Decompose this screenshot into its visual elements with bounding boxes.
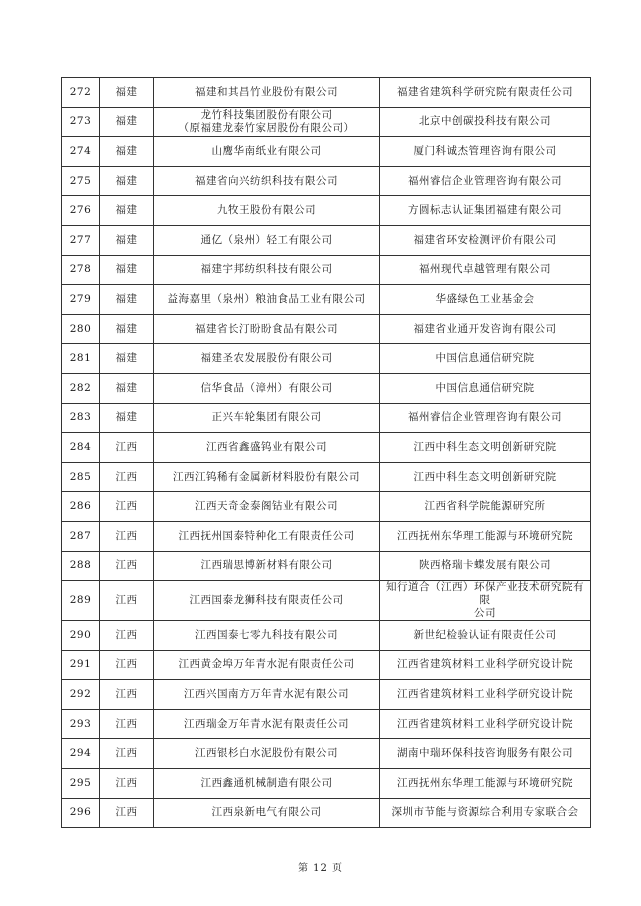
company-name-line: 益海嘉里（泉州）粮油食品工业有限公司	[167, 292, 366, 305]
row-number-cell: 282	[62, 373, 100, 403]
company-name-line: 福建宇邦纺织科技有限公司	[200, 263, 333, 276]
organization-line: 公司	[474, 607, 496, 620]
table-row	[62, 166, 591, 196]
table-row	[62, 621, 591, 651]
company-name-cell	[154, 769, 380, 799]
company-name-line: 江西瑞思博新材料有限公司	[200, 559, 333, 572]
company-name-cell	[154, 581, 380, 621]
province-cell: 福建	[100, 225, 154, 255]
row-number-cell: 272	[62, 78, 100, 108]
province-cell: 江西	[100, 433, 154, 463]
row-number-cell: 291	[62, 650, 100, 680]
company-name-cell	[154, 78, 380, 108]
row-number-cell: 289	[62, 581, 100, 621]
row-number-cell: 274	[62, 137, 100, 167]
company-name-line: 江西国泰龙狮科技有限责任公司	[189, 594, 344, 607]
table-row	[62, 344, 591, 374]
province-cell: 福建	[100, 314, 154, 344]
table-row	[62, 798, 591, 828]
company-name-line: 江西国泰七零九科技有限公司	[195, 628, 338, 641]
province-cell: 江西	[100, 650, 154, 680]
company-name-line: 江西瑞金万年青水泥有限责任公司	[184, 717, 349, 730]
company-name-line: 龙竹科技集团股份有限公司	[200, 108, 333, 121]
organization-line: 福建省业通开发咨询有限公司	[413, 322, 557, 335]
row-number-cell: 286	[62, 492, 100, 522]
company-name-line: 江西鑫通机械制造有限公司	[200, 776, 333, 789]
organization-cell	[380, 137, 591, 167]
company-name-line: 信华食品（漳州）有限公司	[200, 381, 333, 394]
company-name-cell	[154, 798, 380, 828]
organization-line: 北京中创碳投科技有限公司	[419, 115, 551, 128]
company-name-cell	[154, 551, 380, 581]
organization-cell	[380, 78, 591, 108]
company-name-cell	[154, 403, 380, 433]
table-row	[62, 462, 591, 492]
organization-cell	[380, 433, 591, 463]
company-name-cell	[154, 680, 380, 710]
table-row	[62, 403, 591, 433]
organization-line: 湖南中瑞环保科技咨询服务有限公司	[397, 747, 573, 760]
company-name-line: 通亿（泉州）轻工有限公司	[200, 233, 333, 246]
organization-cell	[380, 403, 591, 433]
table-row	[62, 521, 591, 551]
company-name-line: 福建省向兴纺织科技有限公司	[195, 174, 338, 187]
province-cell: 江西	[100, 769, 154, 799]
organization-cell	[380, 225, 591, 255]
organization-line: 陕西格瑞卡蝶发展有限公司	[419, 559, 551, 572]
organization-cell	[380, 285, 591, 315]
province-cell: 江西	[100, 581, 154, 621]
company-name-line: 江西抚州国泰特种化工有限责任公司	[178, 529, 355, 542]
table-row	[62, 255, 591, 285]
company-name-line: 九牧王股份有限公司	[217, 204, 316, 217]
organization-cell	[380, 255, 591, 285]
organization-line: 江西省科学院能源研究所	[424, 500, 546, 513]
organization-line: 福州睿信企业管理咨询有限公司	[408, 174, 562, 187]
company-name-line: 江西天奇金泰阁钴业有限公司	[195, 500, 338, 513]
organization-line: 江西省建筑材料工业科学研究设计院	[397, 717, 573, 730]
province-cell: 江西	[100, 462, 154, 492]
organization-cell	[380, 650, 591, 680]
row-number-cell: 292	[62, 680, 100, 710]
row-number-cell: 273	[62, 107, 100, 137]
company-name-cell	[154, 255, 380, 285]
organization-cell	[380, 581, 591, 621]
organization-cell	[380, 709, 591, 739]
organization-line: 江西抚州东华理工能源与环境研究院	[397, 776, 573, 789]
organization-cell	[380, 344, 591, 374]
table-row	[62, 137, 591, 167]
row-number-cell: 293	[62, 709, 100, 739]
row-number-cell: 281	[62, 344, 100, 374]
company-list-table	[61, 77, 591, 828]
company-name-cell	[154, 521, 380, 551]
company-name-line: 江西黄金埠万年青水泥有限责任公司	[178, 658, 355, 671]
row-number-cell: 287	[62, 521, 100, 551]
province-cell: 福建	[100, 196, 154, 226]
row-number-cell: 290	[62, 621, 100, 651]
organization-cell	[380, 621, 591, 651]
province-cell: 福建	[100, 255, 154, 285]
table-row	[62, 314, 591, 344]
province-cell: 福建	[100, 137, 154, 167]
organization-cell	[380, 739, 591, 769]
organization-line: 知行道合（江西）环保产业技术研究院有限	[386, 581, 584, 607]
company-name-cell	[154, 107, 380, 137]
company-name-cell	[154, 137, 380, 167]
organization-line: 中国信息通信研究院	[435, 352, 535, 365]
organization-cell	[380, 798, 591, 828]
company-name-cell	[154, 314, 380, 344]
province-cell: 福建	[100, 166, 154, 196]
province-cell: 江西	[100, 621, 154, 651]
row-number-cell: 277	[62, 225, 100, 255]
company-name-cell	[154, 344, 380, 374]
organization-line: 方圆标志认证集团福建有限公司	[408, 204, 562, 217]
organization-line: 江西抚州东华理工能源与环境研究院	[397, 529, 573, 542]
organization-line: 新世纪检验认证有限责任公司	[413, 628, 557, 641]
table-row	[62, 285, 591, 315]
row-number-cell: 276	[62, 196, 100, 226]
province-cell: 福建	[100, 403, 154, 433]
organization-line: 福州现代卓越管理有限公司	[419, 263, 551, 276]
row-number-cell: 278	[62, 255, 100, 285]
organization-line: 江西省建筑材料工业科学研究设计院	[397, 658, 573, 671]
row-number-cell: 275	[62, 166, 100, 196]
company-name-cell	[154, 650, 380, 680]
organization-line: 江西省建筑材料工业科学研究设计院	[397, 688, 573, 701]
table-row	[62, 196, 591, 226]
company-name-cell	[154, 709, 380, 739]
organization-cell	[380, 166, 591, 196]
table-row	[62, 709, 591, 739]
company-name-cell	[154, 433, 380, 463]
company-name-line: （原福建龙泰竹家居股份有限公司）	[178, 121, 355, 134]
company-name-cell	[154, 285, 380, 315]
province-cell: 福建	[100, 78, 154, 108]
table-row	[62, 650, 591, 680]
organization-cell	[380, 314, 591, 344]
organization-cell	[380, 551, 591, 581]
province-cell: 福建	[100, 373, 154, 403]
page-number: 第 12 页	[297, 863, 344, 874]
company-name-line: 江西银杉白水泥股份有限公司	[195, 747, 338, 760]
company-name-line: 正兴车轮集团有限公司	[211, 411, 322, 424]
row-number-cell: 285	[62, 462, 100, 492]
organization-line: 江西中科生态文明创新研究院	[413, 470, 557, 483]
province-cell: 江西	[100, 739, 154, 769]
organization-cell	[380, 373, 591, 403]
table-row	[62, 581, 591, 621]
table-row	[62, 225, 591, 255]
company-name-line: 江西省鑫盛钨业有限公司	[206, 440, 327, 453]
company-name-cell	[154, 166, 380, 196]
row-number-cell: 284	[62, 433, 100, 463]
company-name-cell	[154, 621, 380, 651]
row-number-cell: 283	[62, 403, 100, 433]
table-row	[62, 107, 591, 137]
row-number-cell: 294	[62, 739, 100, 769]
company-name-line: 福建省长汀盼盼食品有限公司	[195, 322, 338, 335]
organization-cell	[380, 107, 591, 137]
organization-line: 华盛绿色工业基金会	[435, 292, 535, 305]
province-cell: 江西	[100, 798, 154, 828]
company-name-cell	[154, 739, 380, 769]
company-name-cell	[154, 462, 380, 492]
province-cell: 江西	[100, 551, 154, 581]
table-row	[62, 769, 591, 799]
organization-line: 福州睿信企业管理咨询有限公司	[408, 411, 562, 424]
organization-line: 福建省建筑科学研究院有限责任公司	[397, 85, 573, 98]
table-row	[62, 78, 591, 108]
company-name-line: 山鹰华南纸业有限公司	[211, 144, 322, 157]
organization-cell	[380, 196, 591, 226]
province-cell: 福建	[100, 344, 154, 374]
organization-line: 福建省环安检测评价有限公司	[413, 233, 557, 246]
company-name-cell	[154, 196, 380, 226]
organization-cell	[380, 680, 591, 710]
organization-cell	[380, 492, 591, 522]
table-row	[62, 739, 591, 769]
province-cell: 江西	[100, 709, 154, 739]
province-cell: 江西	[100, 492, 154, 522]
row-number-cell: 279	[62, 285, 100, 315]
company-name-line: 福建和其昌竹业股份有限公司	[195, 85, 338, 98]
row-number-cell: 280	[62, 314, 100, 344]
province-cell: 江西	[100, 680, 154, 710]
province-cell: 江西	[100, 521, 154, 551]
company-name-line: 江西兴国南方万年青水泥有限公司	[184, 688, 349, 701]
organization-line: 厦门科诚杰管理咨询有限公司	[413, 144, 557, 157]
company-name-cell	[154, 492, 380, 522]
row-number-cell: 288	[62, 551, 100, 581]
row-number-cell: 295	[62, 769, 100, 799]
company-name-cell	[154, 373, 380, 403]
table-row	[62, 492, 591, 522]
company-name-line: 江西泉新电气有限公司	[211, 806, 322, 819]
company-name-line: 江西江钨稀有金属新材料股份有限公司	[173, 470, 360, 483]
table-row	[62, 373, 591, 403]
organization-cell	[380, 769, 591, 799]
table-row	[62, 551, 591, 581]
company-name-cell	[154, 225, 380, 255]
company-name-line: 福建圣农发展股份有限公司	[200, 352, 333, 365]
table-body	[62, 78, 591, 828]
organization-cell	[380, 462, 591, 492]
organization-line: 中国信息通信研究院	[435, 381, 535, 394]
province-cell: 福建	[100, 107, 154, 137]
province-cell: 福建	[100, 285, 154, 315]
row-number-cell: 296	[62, 798, 100, 828]
organization-line: 深圳市节能与资源综合利用专家联合会	[391, 806, 579, 819]
table-row	[62, 680, 591, 710]
organization-cell	[380, 521, 591, 551]
organization-line: 江西中科生态文明创新研究院	[413, 440, 557, 453]
table-row	[62, 433, 591, 463]
